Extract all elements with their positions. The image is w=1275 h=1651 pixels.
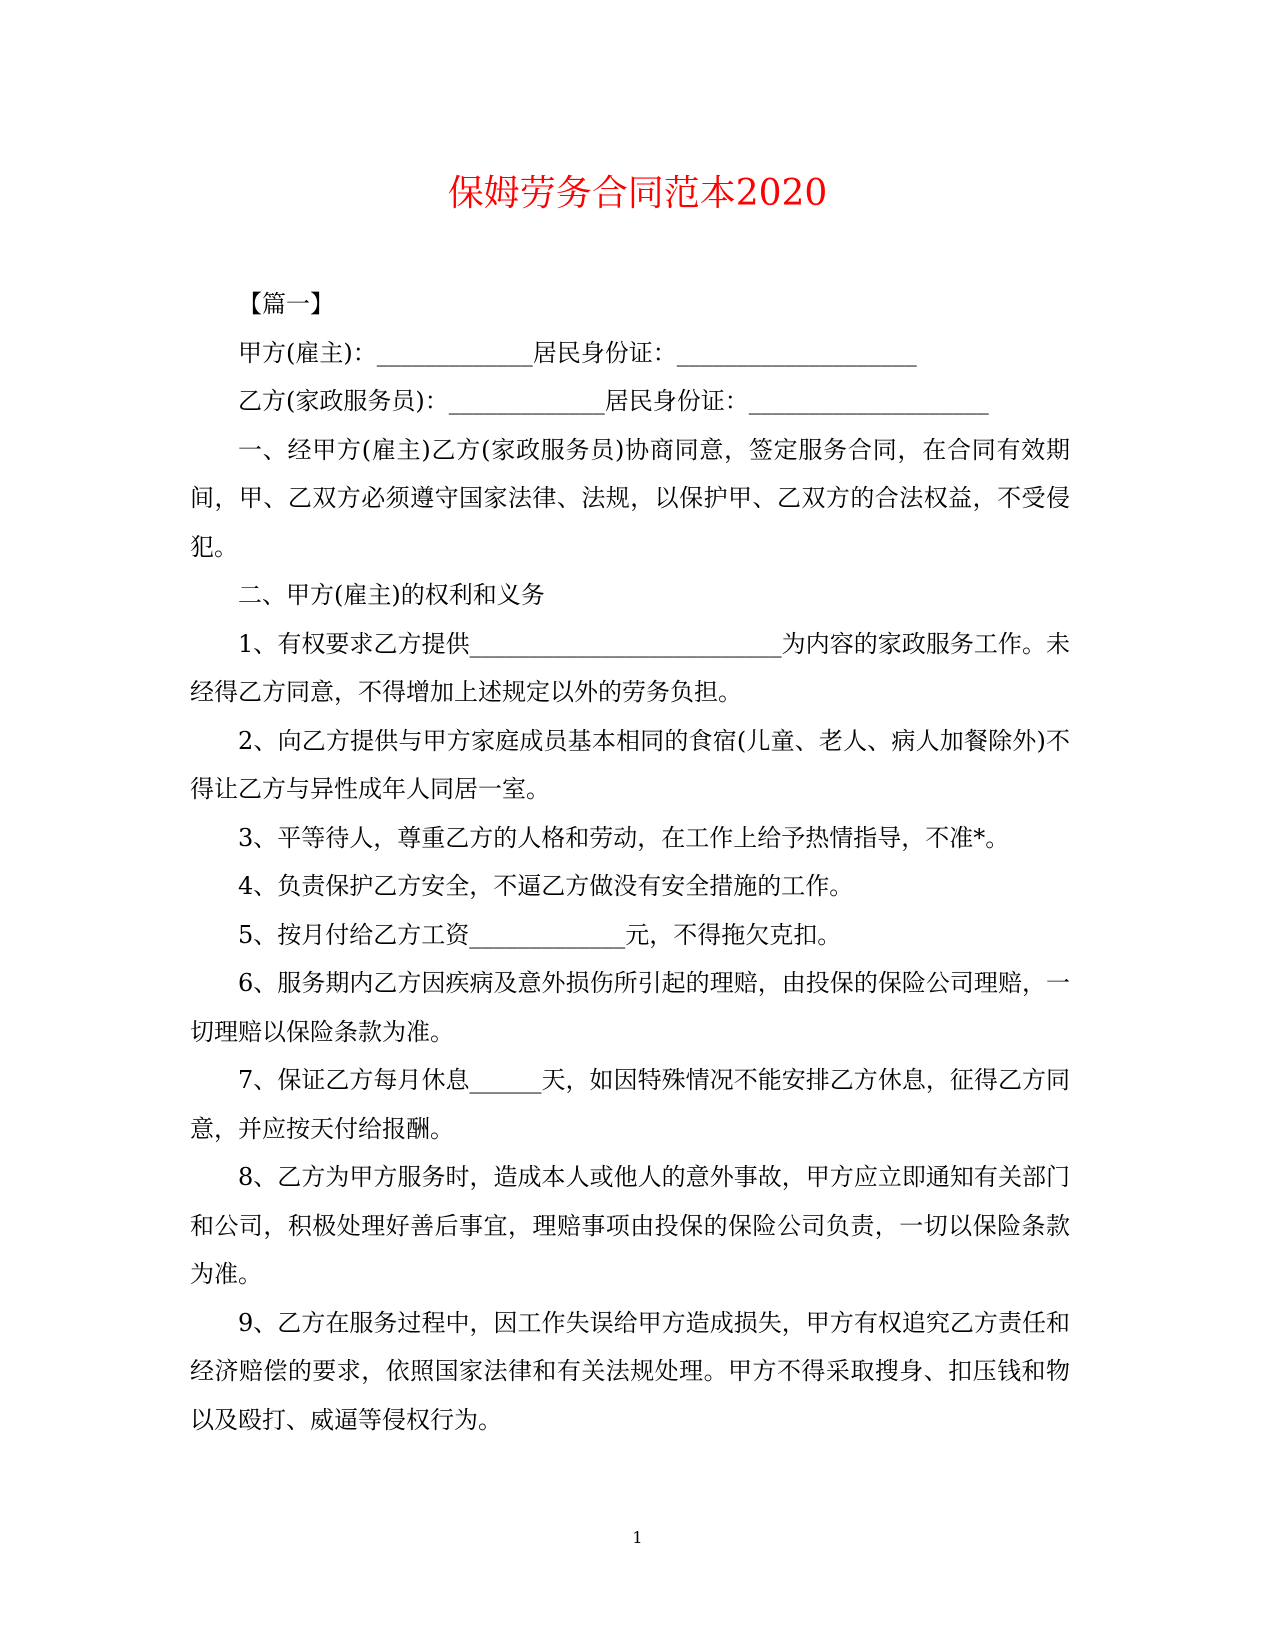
- section-heading: 【篇一】: [238, 290, 334, 318]
- document-title: 保姆劳务合同范本2020: [447, 173, 828, 214]
- party-a-line: 甲方(雇主)：_____________居民身份证：____________________: [238, 338, 917, 367]
- item-6: 6、服务期内乙方因疾病及意外损伤所引起的理赔，由投保的保险公司理赔，一切理赔以保险条款为准。: [190, 969, 1070, 1046]
- item-2: 2、向乙方提供与甲方家庭成员基本相同的食宿(儿童、老人、病人加餐除外)不得让乙方与异性成年人同居一室。: [190, 726, 1070, 803]
- item-7: 7、保证乙方每月休息______天，如因特殊情况不能安排乙方休息，征得乙方同意，并应按天付给报酬。: [190, 1066, 1070, 1143]
- page-number: 1: [632, 1528, 643, 1547]
- clause-2-heading: 二、甲方(雇主)的权利和义务: [238, 581, 545, 609]
- item-4: 4、负责保护乙方安全，不逼乙方做没有安全措施的工作。: [238, 872, 854, 900]
- item-1: 1、有权要求乙方提供__________________________为内容的家政服务工作。未经得乙方同意，不得增加上述规定以外的劳务负担。: [190, 629, 1070, 706]
- item-3: 3、平等待人，尊重乙方的人格和劳动，在工作上给予热情指导，不准*。: [238, 823, 1010, 852]
- party-b-line: 乙方(家政服务员)：_____________居民身份证：____________________: [238, 387, 989, 415]
- document-body: [190, 280, 1070, 1444]
- item-5: 5、按月付给乙方工资_____________元，不得拖欠克扣。: [238, 920, 842, 949]
- item-8: 8、乙方为甲方服务时，造成本人或他人的意外事故，甲方应立即通知有关部门和公司，积极处理好善后事宜，理赔事项由投保的保险公司负责，一切以保险条款为准。: [190, 1163, 1070, 1288]
- item-9: 9、乙方在服务过程中，因工作失误给甲方造成损失，甲方有权追究乙方责任和经济赔偿的要求，依照国家法律和有关法规处理。甲方不得采取搜身、扣压钱和物以及殴打、威逼等侵权行为。: [190, 1308, 1070, 1434]
- clause-1: 一、经甲方(雇主)乙方(家政服务员)协商同意，签定服务合同，在合同有效期间，甲、乙双方必须遵守国家法律、法规，以保护甲、乙双方的合法权益，不受侵犯。: [190, 435, 1070, 561]
